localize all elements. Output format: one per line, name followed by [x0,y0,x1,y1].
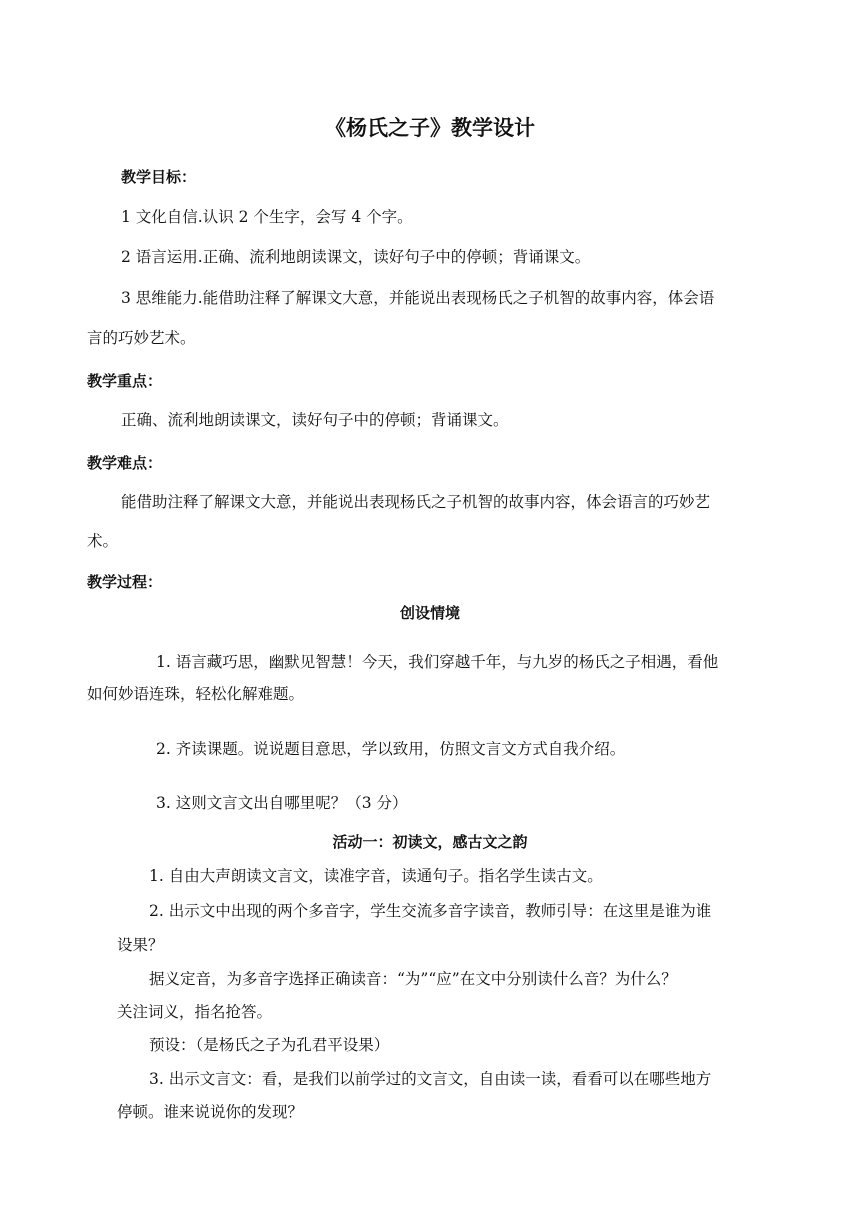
activity1-p2-line-2: 设果？ [117,936,164,954]
activity1-p1: 1. 自由大声朗读文言文，读准字音，读通句子。指名学生读古文。 [149,867,603,885]
goal-item-3-line-1: 3 思维能力.能借助注释了解课文大意，并能说出表现杨氏之子机智的故事内容，体会语 [121,289,715,307]
scenario-p2: 2. 齐读课题。说说题目意思，学以致用，仿照文言文方式自我介绍。 [156,740,626,758]
goals-heading: 教学目标： [121,168,197,186]
goal-item-3-line-2: 言的巧妙艺术。 [87,329,196,347]
activity1-p3-line-2: 关注词义，指名抢答。 [117,1003,273,1021]
difficulties-line-1: 能借助注释了解课文大意，并能说出表现杨氏之子机智的故事内容，体会语言的巧妙艺 [121,493,711,511]
process-heading: 教学过程： [87,573,163,591]
difficulties-line-2: 术。 [87,532,119,550]
scenario-p3: 3. 这则文言文出自哪里呢？（3 分） [156,794,408,812]
activity1-p3-line-1: 据义定音，为多音字选择正确读音：“为”“应”在文中分别读什么音？为什么？ [149,970,677,988]
activity1-p5-line-2: 停顿。谁来说说你的发现？ [117,1103,304,1121]
section-title-activity-1: 活动一：初读文，感古文之韵 [332,833,528,851]
document-title: 《杨氏之子》教学设计 [325,116,535,140]
activity1-p4: 预设：（是杨氏之子为孔君平设果） [149,1036,390,1054]
difficulties-heading: 教学难点： [87,454,163,472]
activity1-p2-line-1: 2. 出示文中出现的两个多音字，学生交流多音字读音，教师引导：在这里是谁为谁 [149,902,712,920]
key-points-text: 正确、流利地朗读课文，读好句子中的停顿；背诵课文。 [121,411,509,429]
scenario-p1-line-1: 1. 语言藏巧思，幽默见智慧！今天，我们穿越千年，与九岁的杨氏之子相遇，看他 [156,653,719,671]
key-points-heading: 教学重点： [87,372,163,390]
goal-item-1: 1 文化自信.认识 2 个生字，会写 4 个字。 [121,208,413,226]
scenario-p1-line-2: 如何妙语连珠，轻松化解难题。 [87,685,305,703]
goal-item-2: 2 语言运用.正确、流利地朗读课文，读好句子中的停顿；背诵课文。 [121,248,591,266]
section-title-scenario: 创设情境 [399,604,460,622]
activity1-p5-line-1: 3. 出示文言文：看，是我们以前学过的文言文，自由读一读，看看可以在哪些地方 [149,1070,712,1088]
